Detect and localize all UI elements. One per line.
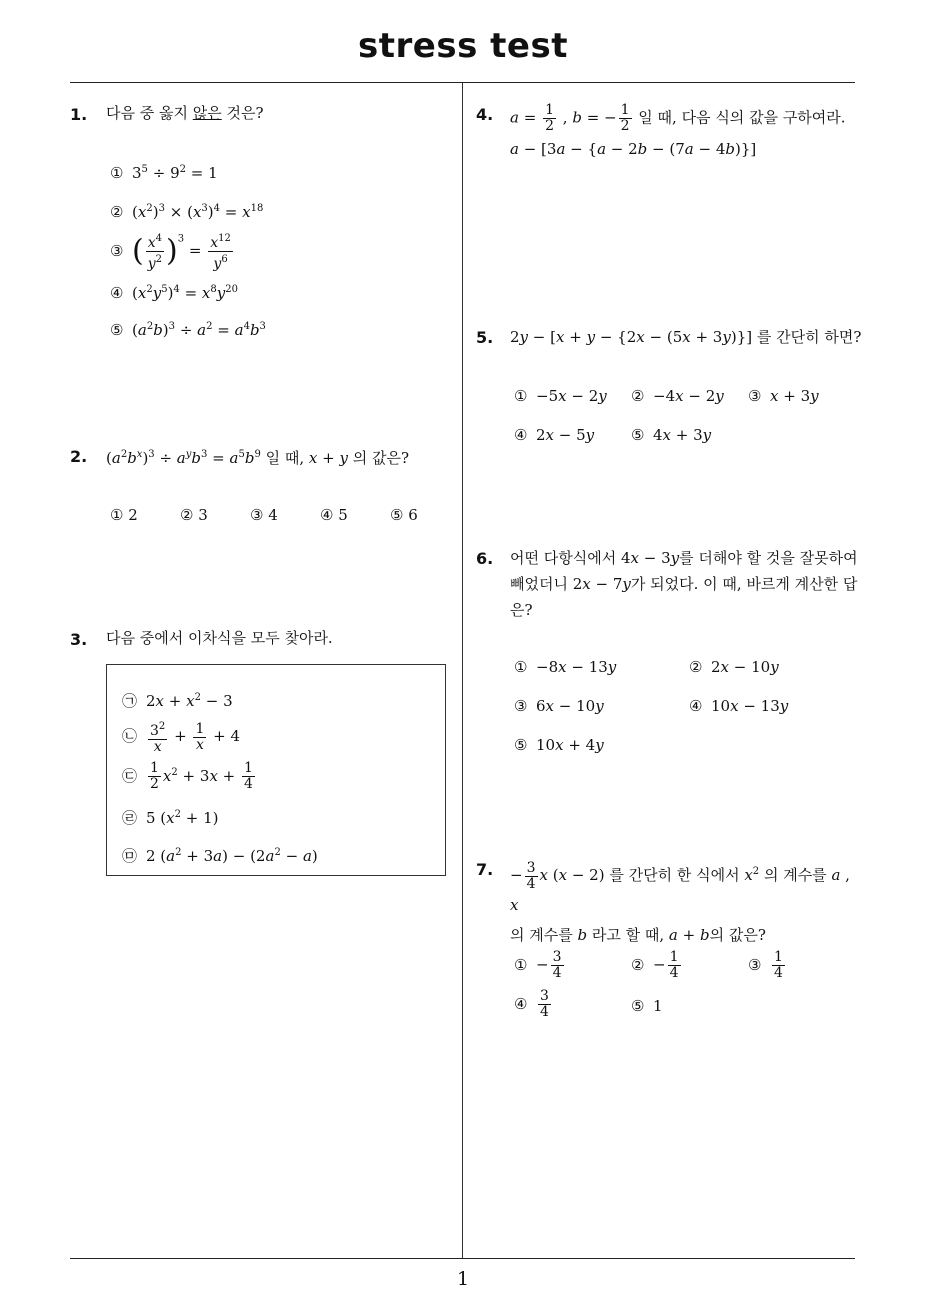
option-4[interactable]: ④ 10x − 13y: [689, 697, 789, 715]
option-2[interactable]: ② $(x^2)^3 \times (x^3)^4 = x^{18}$: [110, 203, 264, 221]
option-2[interactable]: ② − $\frac{1}{4}$: [631, 949, 679, 981]
question-stem: $(a^2b^x)^3 \div a^yb^3 = a^5b^9$ 일 때, x + y 의 값은?: [106, 449, 410, 467]
option-2[interactable]: ② 2x − 10y: [689, 658, 779, 676]
question-number: 2.: [70, 447, 88, 466]
question-stem: − $\frac{3}{4}$ x (x − 2) 를 간단히 한 식에서 $x^2$ 의 계수를 a , x 의 계수를 b 라고 할 때, a + b의 값은?: [510, 859, 850, 944]
option-4[interactable]: ④ 5: [320, 506, 348, 524]
question-number: 4.: [476, 105, 494, 124]
question-number: 6.: [476, 549, 494, 568]
option-3[interactable]: ③ $\frac{1}{4}$: [748, 949, 783, 981]
page-number: 1: [456, 1268, 470, 1290]
question-stem: 2y − [x + y − {2x − (5x + 3y)}] 를 간단히 하면?: [510, 328, 862, 346]
question-number: 1.: [70, 105, 88, 124]
option-4[interactable]: ④ 2x − 5y: [514, 426, 595, 444]
question-stem: 다음 중 옳지 않은 것은?: [106, 104, 264, 122]
option-1[interactable]: ① −5x − 2y: [514, 387, 607, 405]
option-2[interactable]: ② 3: [180, 506, 208, 524]
question-stem: 어떤 다항식에서 4x − 3y를 더해야 할 것을 잘못하여 빼었더니 2x − 7y가 되었다. 이 때, 바르게 계산한 답 은?: [510, 549, 858, 619]
option-3[interactable]: ③ x + 3y: [748, 387, 819, 405]
page-title: stress test: [358, 26, 568, 66]
expression-4: ㉣ 5 $(x^2 + 1)$: [122, 809, 219, 827]
question-number: 3.: [70, 630, 88, 649]
question-expression: a − [3a − {a − 2b − (7a − 4b)}]: [510, 140, 757, 158]
expression-3: ㉢ $\frac{1}{2}$ $x^2 + 3x$ + $\frac{1}{4}$: [122, 760, 253, 792]
option-5[interactable]: ⑤ 1: [631, 997, 663, 1015]
option-1[interactable]: ① 2: [110, 506, 138, 524]
option-4[interactable]: ④ $(x^2y^5)^4 = x^8y^{20}$: [110, 284, 238, 302]
expression-5: ㉤ 2 $(a^2 + 3a) - (2a^2 - a)$: [122, 847, 318, 865]
option-4[interactable]: ④ $\frac{3}{4}$: [514, 988, 549, 1020]
question-number: 7.: [476, 860, 494, 879]
question-number: 5.: [476, 328, 494, 347]
expression-1: ㉠ $2x + x^2 - 3$: [122, 692, 233, 710]
footer-rule: [70, 1258, 855, 1259]
option-2[interactable]: ② −4x − 2y: [631, 387, 724, 405]
option-3[interactable]: ③ 6x − 10y: [514, 697, 604, 715]
option-1[interactable]: ① −8x − 13y: [514, 658, 617, 676]
expression-2: ㉡ $\frac{3^2}{x}$ + $\frac{1}{x}$ + 4: [122, 720, 241, 755]
question-stem: 다음 중에서 이차식을 모두 찾아라.: [106, 629, 333, 647]
option-3[interactable]: ③ 4: [250, 506, 278, 524]
option-5[interactable]: ⑤ 4x + 3y: [631, 426, 712, 444]
column-divider: [462, 83, 463, 1258]
option-3[interactable]: ③ ( $\frac{x^4}{y^2}$ )$^3$ = $\frac{x^{12}}{y^6}$: [110, 233, 231, 272]
option-5[interactable]: ⑤ $(a^2b)^3 \div a^2 = a^4b^3$: [110, 321, 266, 339]
question-stem: a = $\frac{1}{2}$ , b = − $\frac{1}{2}$ 일 때, 다음 식의 값을 구하여라.: [510, 102, 846, 134]
option-5[interactable]: ⑤ 6: [390, 506, 418, 524]
option-5[interactable]: ⑤ 10x + 4y: [514, 736, 604, 754]
option-1[interactable]: ① − $\frac{3}{4}$: [514, 949, 562, 981]
option-1[interactable]: ① $3^5 \div 9^2 = 1$: [110, 164, 218, 182]
